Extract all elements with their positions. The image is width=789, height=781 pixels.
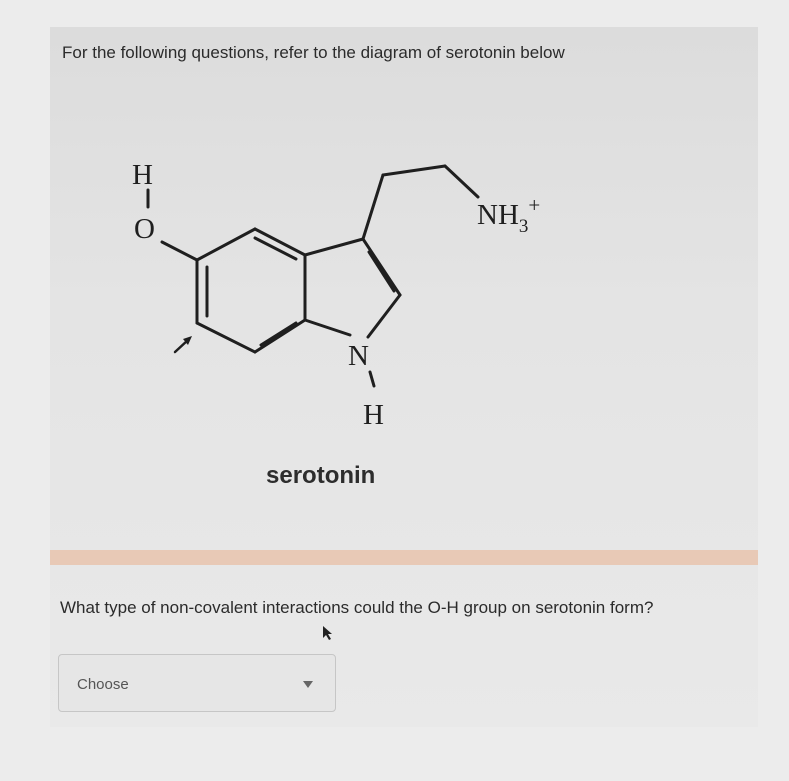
molecule-caption: serotonin: [266, 462, 376, 489]
question-panel: [50, 27, 758, 727]
amine-group-label: $NH_3^+$: [477, 193, 541, 237]
bond: [369, 252, 394, 291]
bond: [197, 323, 255, 352]
atom-label-h-bottom: H: [363, 399, 384, 431]
bond: [445, 166, 478, 197]
bond: [261, 323, 296, 345]
atom-label-n: N: [348, 340, 369, 372]
bond: [368, 295, 400, 337]
bond: [370, 372, 374, 386]
mouse-pointer-icon: [322, 625, 334, 641]
question-text: What type of non-covalent interactions could the O-H group on serotonin form?: [60, 598, 654, 617]
bond: [255, 320, 305, 352]
chevron-down-icon: [303, 681, 313, 688]
question-header: For the following questions, refer to the diagram of serotonin below: [62, 43, 565, 62]
select-value: Choose: [77, 676, 129, 693]
atom-label-h-top: H: [132, 159, 153, 191]
bond: [363, 175, 383, 239]
bond: [197, 229, 255, 260]
atom-label-o: O: [134, 213, 155, 245]
serotonin-structure-diagram: [50, 27, 758, 547]
section-divider: [50, 550, 758, 565]
bond: [363, 239, 400, 295]
bond: [162, 242, 197, 260]
bond: [305, 239, 363, 255]
bond: [383, 166, 445, 175]
answer-select[interactable]: [58, 654, 336, 712]
bond: [305, 320, 350, 335]
